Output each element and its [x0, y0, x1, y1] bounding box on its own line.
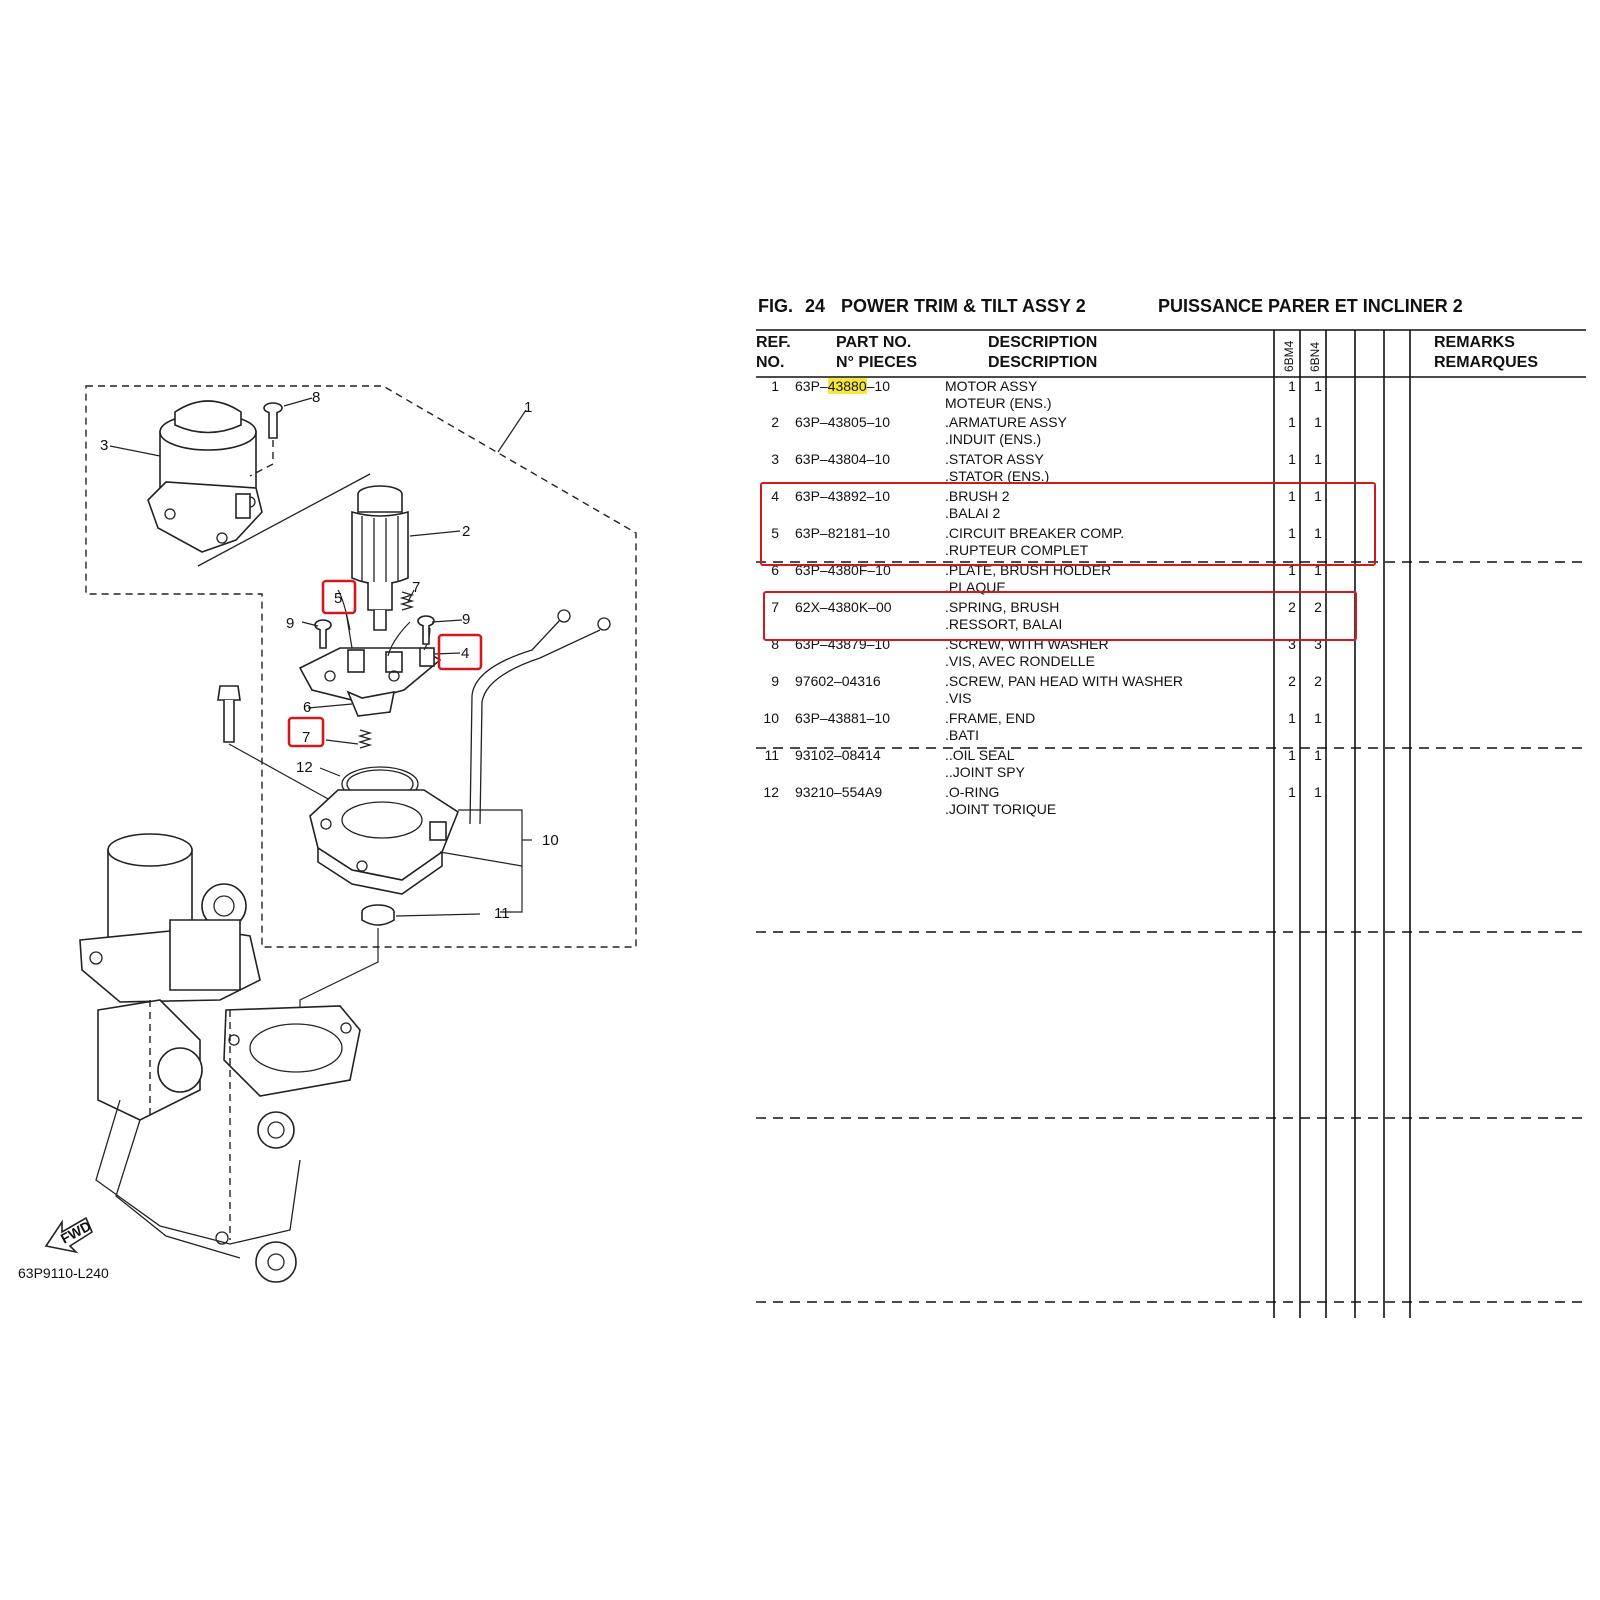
header-description: DESCRIPTION DESCRIPTION — [988, 334, 1098, 371]
callout-4: 4 — [461, 645, 470, 662]
figure-title-fr: PUISSANCE PARER ET INCLINER 2 — [1158, 296, 1463, 316]
callout-6: 6 — [303, 699, 312, 716]
callout-5: 5 — [334, 590, 343, 607]
motor-housing-part — [148, 401, 262, 552]
oil-seal-part — [362, 905, 394, 925]
callout-11: 11 — [494, 905, 510, 922]
figure-title: FIG. 24 POWER TRIM & TILT ASSY 2 — [758, 296, 1086, 316]
spring-7-part — [402, 592, 412, 610]
callout-12: 12 — [296, 759, 313, 776]
callout-2: 2 — [462, 523, 471, 540]
callout-10: 10 — [542, 832, 559, 849]
callout-1: 1 — [524, 399, 533, 416]
spring-7-lower-part — [360, 730, 370, 748]
end-frame-part — [310, 790, 458, 894]
armature-part — [352, 486, 408, 630]
callout-8: 8 — [312, 389, 321, 406]
callout-7: 7 — [302, 729, 311, 746]
callout-9-left: 9 — [286, 615, 295, 632]
callout-3: 3 — [100, 437, 109, 454]
screw-9-left-part — [315, 620, 331, 648]
svg-text:FWD: FWD — [57, 1217, 94, 1247]
exploded-parts-diagram — [0, 0, 760, 1600]
highlight-row-7 — [763, 591, 1357, 641]
highlight-rows-4-5 — [760, 482, 1376, 566]
header-part-no: PART NO. N° PIECES — [836, 334, 918, 371]
callout-7-upper: 7 — [412, 579, 421, 596]
callout-4-highlight — [439, 635, 481, 669]
wire-harness-part — [470, 610, 610, 824]
header-model-6bn4: 6BN4 — [1308, 341, 1322, 372]
callout-9-right: 9 — [462, 611, 471, 628]
header-ref: REF. NO. — [756, 334, 791, 371]
fwd-arrow-icon — [46, 1218, 94, 1252]
screw-9-right-part — [418, 616, 434, 644]
header-remarks: REMARKS REMARQUES — [1434, 334, 1539, 371]
tilt-cylinder-body — [80, 834, 360, 1282]
long-bolt-part — [218, 686, 240, 742]
brush-holder-plate-part — [300, 648, 440, 716]
drawing-code: 63P9110-L240 — [18, 1265, 109, 1281]
header-model-6bm4: 6BM4 — [1282, 340, 1296, 372]
